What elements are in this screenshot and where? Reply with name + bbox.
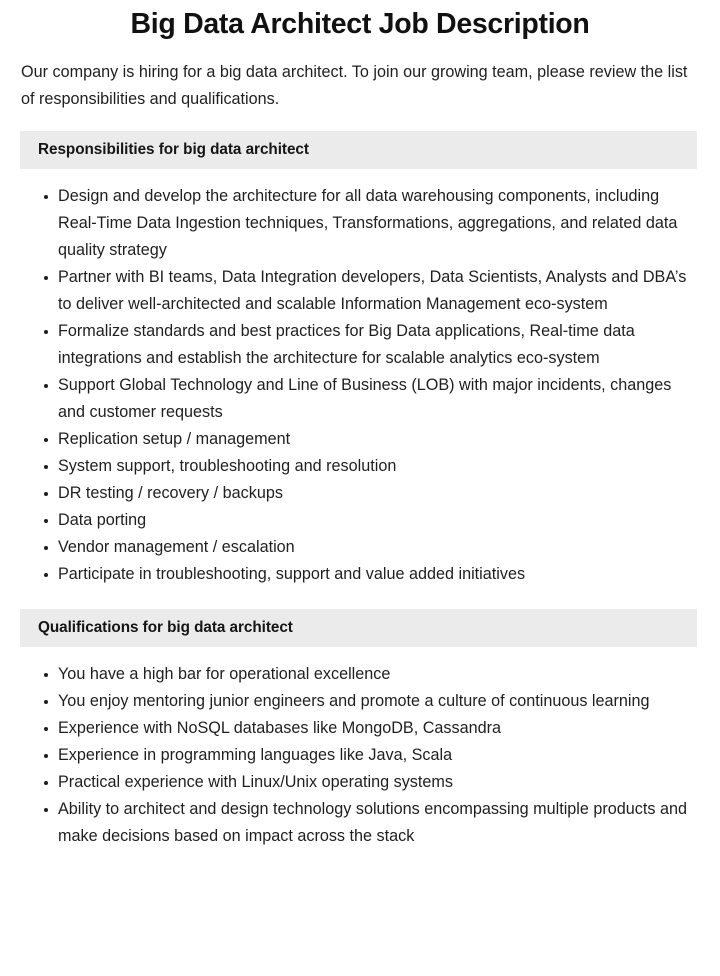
list-item: DR testing / recovery / backups [0, 480, 720, 507]
list-item: System support, troubleshooting and resolution [0, 453, 720, 480]
section-header-responsibilities [20, 131, 697, 169]
page-title: Big Data Architect Job Description [130, 8, 590, 40]
responsibilities-list [0, 169, 720, 588]
list-item: Vendor management / escalation [0, 534, 720, 561]
list-item: Data porting [0, 507, 720, 534]
list-item: You enjoy mentoring junior engineers and promote a culture of continuous learning [0, 688, 720, 715]
list-item: Experience in programming languages like Java, Scala [0, 742, 720, 769]
list-item: Replication setup / management [0, 426, 720, 453]
section-qualifications [0, 609, 720, 850]
list-item: Participate in troubleshooting, support and value added initiatives [0, 561, 720, 588]
list-item: Ability to architect and design technology solutions encompassing multiple products and make decisions based on impact across the stack [0, 796, 720, 850]
list-item: Design and develop the architecture for all data warehousing components, including Real-Time Data Ingestion techniques, Transformations, aggregations, and related data quality strategy [0, 183, 720, 264]
list-item: You have a high bar for operational excellence [0, 661, 720, 688]
intro-paragraph: Our company is hiring for a big data architect. To join our growing team, please review the list of responsibilities and qualifications. [21, 63, 688, 108]
list-item: Support Global Technology and Line of Business (LOB) with major incidents, changes and customer requests [0, 372, 720, 426]
section-responsibilities [0, 131, 720, 588]
list-item: Experience with NoSQL databases like MongoDB, Cassandra [0, 715, 720, 742]
list-item: Practical experience with Linux/Unix operating systems [0, 769, 720, 796]
list-item: Formalize standards and best practices for Big Data applications, Real-time data integrations and establish the architecture for scalable analytics eco-system [0, 318, 720, 372]
section-heading-label: Qualifications for big data architect [38, 619, 293, 636]
section-header-qualifications [20, 609, 697, 647]
list-item: Partner with BI teams, Data Integration developers, Data Scientists, Analysts and DBA’s to deliver well-architected and scalable Information Management eco-system [0, 264, 720, 318]
qualifications-list [0, 647, 720, 850]
section-heading-label: Responsibilities for big data architect [38, 141, 309, 158]
